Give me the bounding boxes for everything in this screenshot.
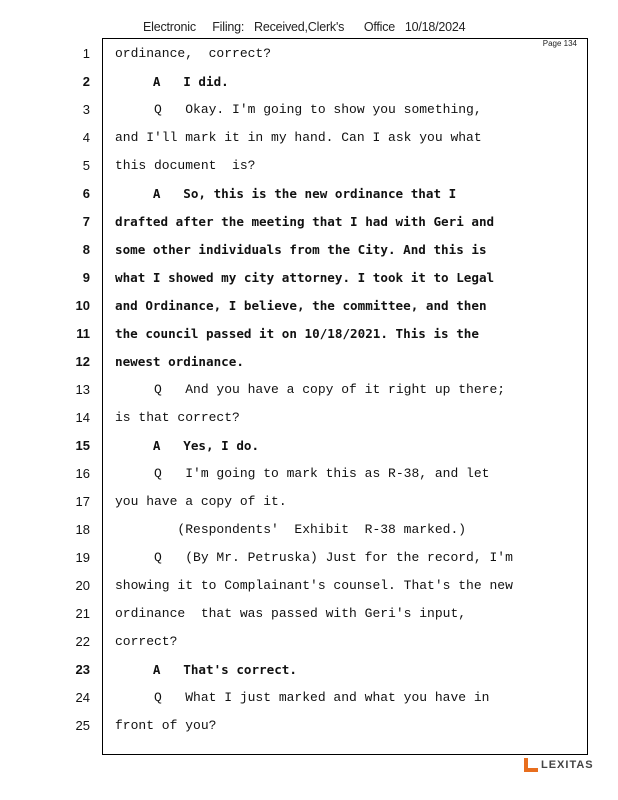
line-number: 15 xyxy=(75,438,90,453)
line-number: 8 xyxy=(82,242,90,257)
line-number: 11 xyxy=(76,326,90,341)
line-number: 21 xyxy=(75,606,90,621)
line-number: 10 xyxy=(75,298,90,313)
line-number: 14 xyxy=(75,410,90,425)
transcript-line-text: ordinance that was passed with Geri's input, xyxy=(115,606,467,621)
transcript-line-text: Q (By Mr. Petruska) Just for the record, I'm xyxy=(115,550,513,565)
transcript-line-text: and Ordinance, I believe, the committee, and then xyxy=(115,298,487,313)
transcript-line-text: the council passed it on 10/18/2021. This is the xyxy=(115,326,479,341)
line-number: 20 xyxy=(75,578,90,593)
line-number: 17 xyxy=(75,494,90,509)
transcript-line-text: is that correct? xyxy=(115,410,240,425)
filing-header: Electronic Filing: Received,Clerk's Office 10/18/2024 xyxy=(143,20,466,34)
line-number: 1 xyxy=(82,46,90,61)
line-number: 13 xyxy=(75,382,90,397)
line-number: 18 xyxy=(75,522,90,537)
lexitas-logo-icon xyxy=(524,758,538,772)
transcript-line-text: A I did. xyxy=(115,74,229,89)
transcript-line-text: A Yes, I do. xyxy=(115,438,260,453)
page-number: Page 134 xyxy=(542,39,577,48)
line-number: 25 xyxy=(75,718,90,733)
line-number: 16 xyxy=(75,466,90,481)
transcript-line-text: showing it to Complainant's counsel. That's the new xyxy=(115,578,513,593)
line-number: 6 xyxy=(82,186,90,201)
transcript-line-text: Q I'm going to mark this as R-38, and let xyxy=(115,466,490,481)
line-number: 9 xyxy=(82,270,90,285)
transcript-line-text: front of you? xyxy=(115,718,217,733)
line-number: 22 xyxy=(75,634,90,649)
transcript-line-text: some other individuals from the City. And this is xyxy=(115,242,487,257)
transcript-line-text: Q Okay. I'm going to show you something, xyxy=(115,102,482,117)
line-number: 23 xyxy=(75,662,90,677)
line-number: 2 xyxy=(82,74,90,89)
transcript-line-text: correct? xyxy=(115,634,178,649)
transcript-line-text: ordinance, correct? xyxy=(115,46,272,61)
line-number: 5 xyxy=(82,158,90,173)
line-number: 3 xyxy=(82,102,90,117)
transcript-line-text: (Respondents' Exhibit R-38 marked.) xyxy=(115,522,467,537)
line-number: 24 xyxy=(75,690,90,705)
transcript-line-text: drafted after the meeting that I had with Geri and xyxy=(115,214,495,229)
line-number: 4 xyxy=(82,130,90,145)
transcript-line-text: Q And you have a copy of it right up there; xyxy=(115,382,506,397)
transcript-line-text: Q What I just marked and what you have in xyxy=(115,690,490,705)
transcript-line-text: and I'll mark it in my hand. Can I ask you what xyxy=(115,130,482,145)
transcript-line-text: what I showed my city attorney. I took it to Legal xyxy=(115,270,495,285)
line-number: 19 xyxy=(75,550,90,565)
transcript-line-text: you have a copy of it. xyxy=(115,494,287,509)
line-number: 7 xyxy=(82,214,90,229)
lexitas-logo xyxy=(524,758,594,772)
line-number: 12 xyxy=(75,354,90,369)
transcript-line-text: A So, this is the new ordinance that I xyxy=(115,186,457,201)
transcript-line-text: A That's correct. xyxy=(115,662,297,677)
lexitas-logo-text: LEXITAS xyxy=(541,759,594,771)
transcript-line-text: newest ordinance. xyxy=(115,354,244,369)
transcript-line-text: this document is? xyxy=(115,158,256,173)
